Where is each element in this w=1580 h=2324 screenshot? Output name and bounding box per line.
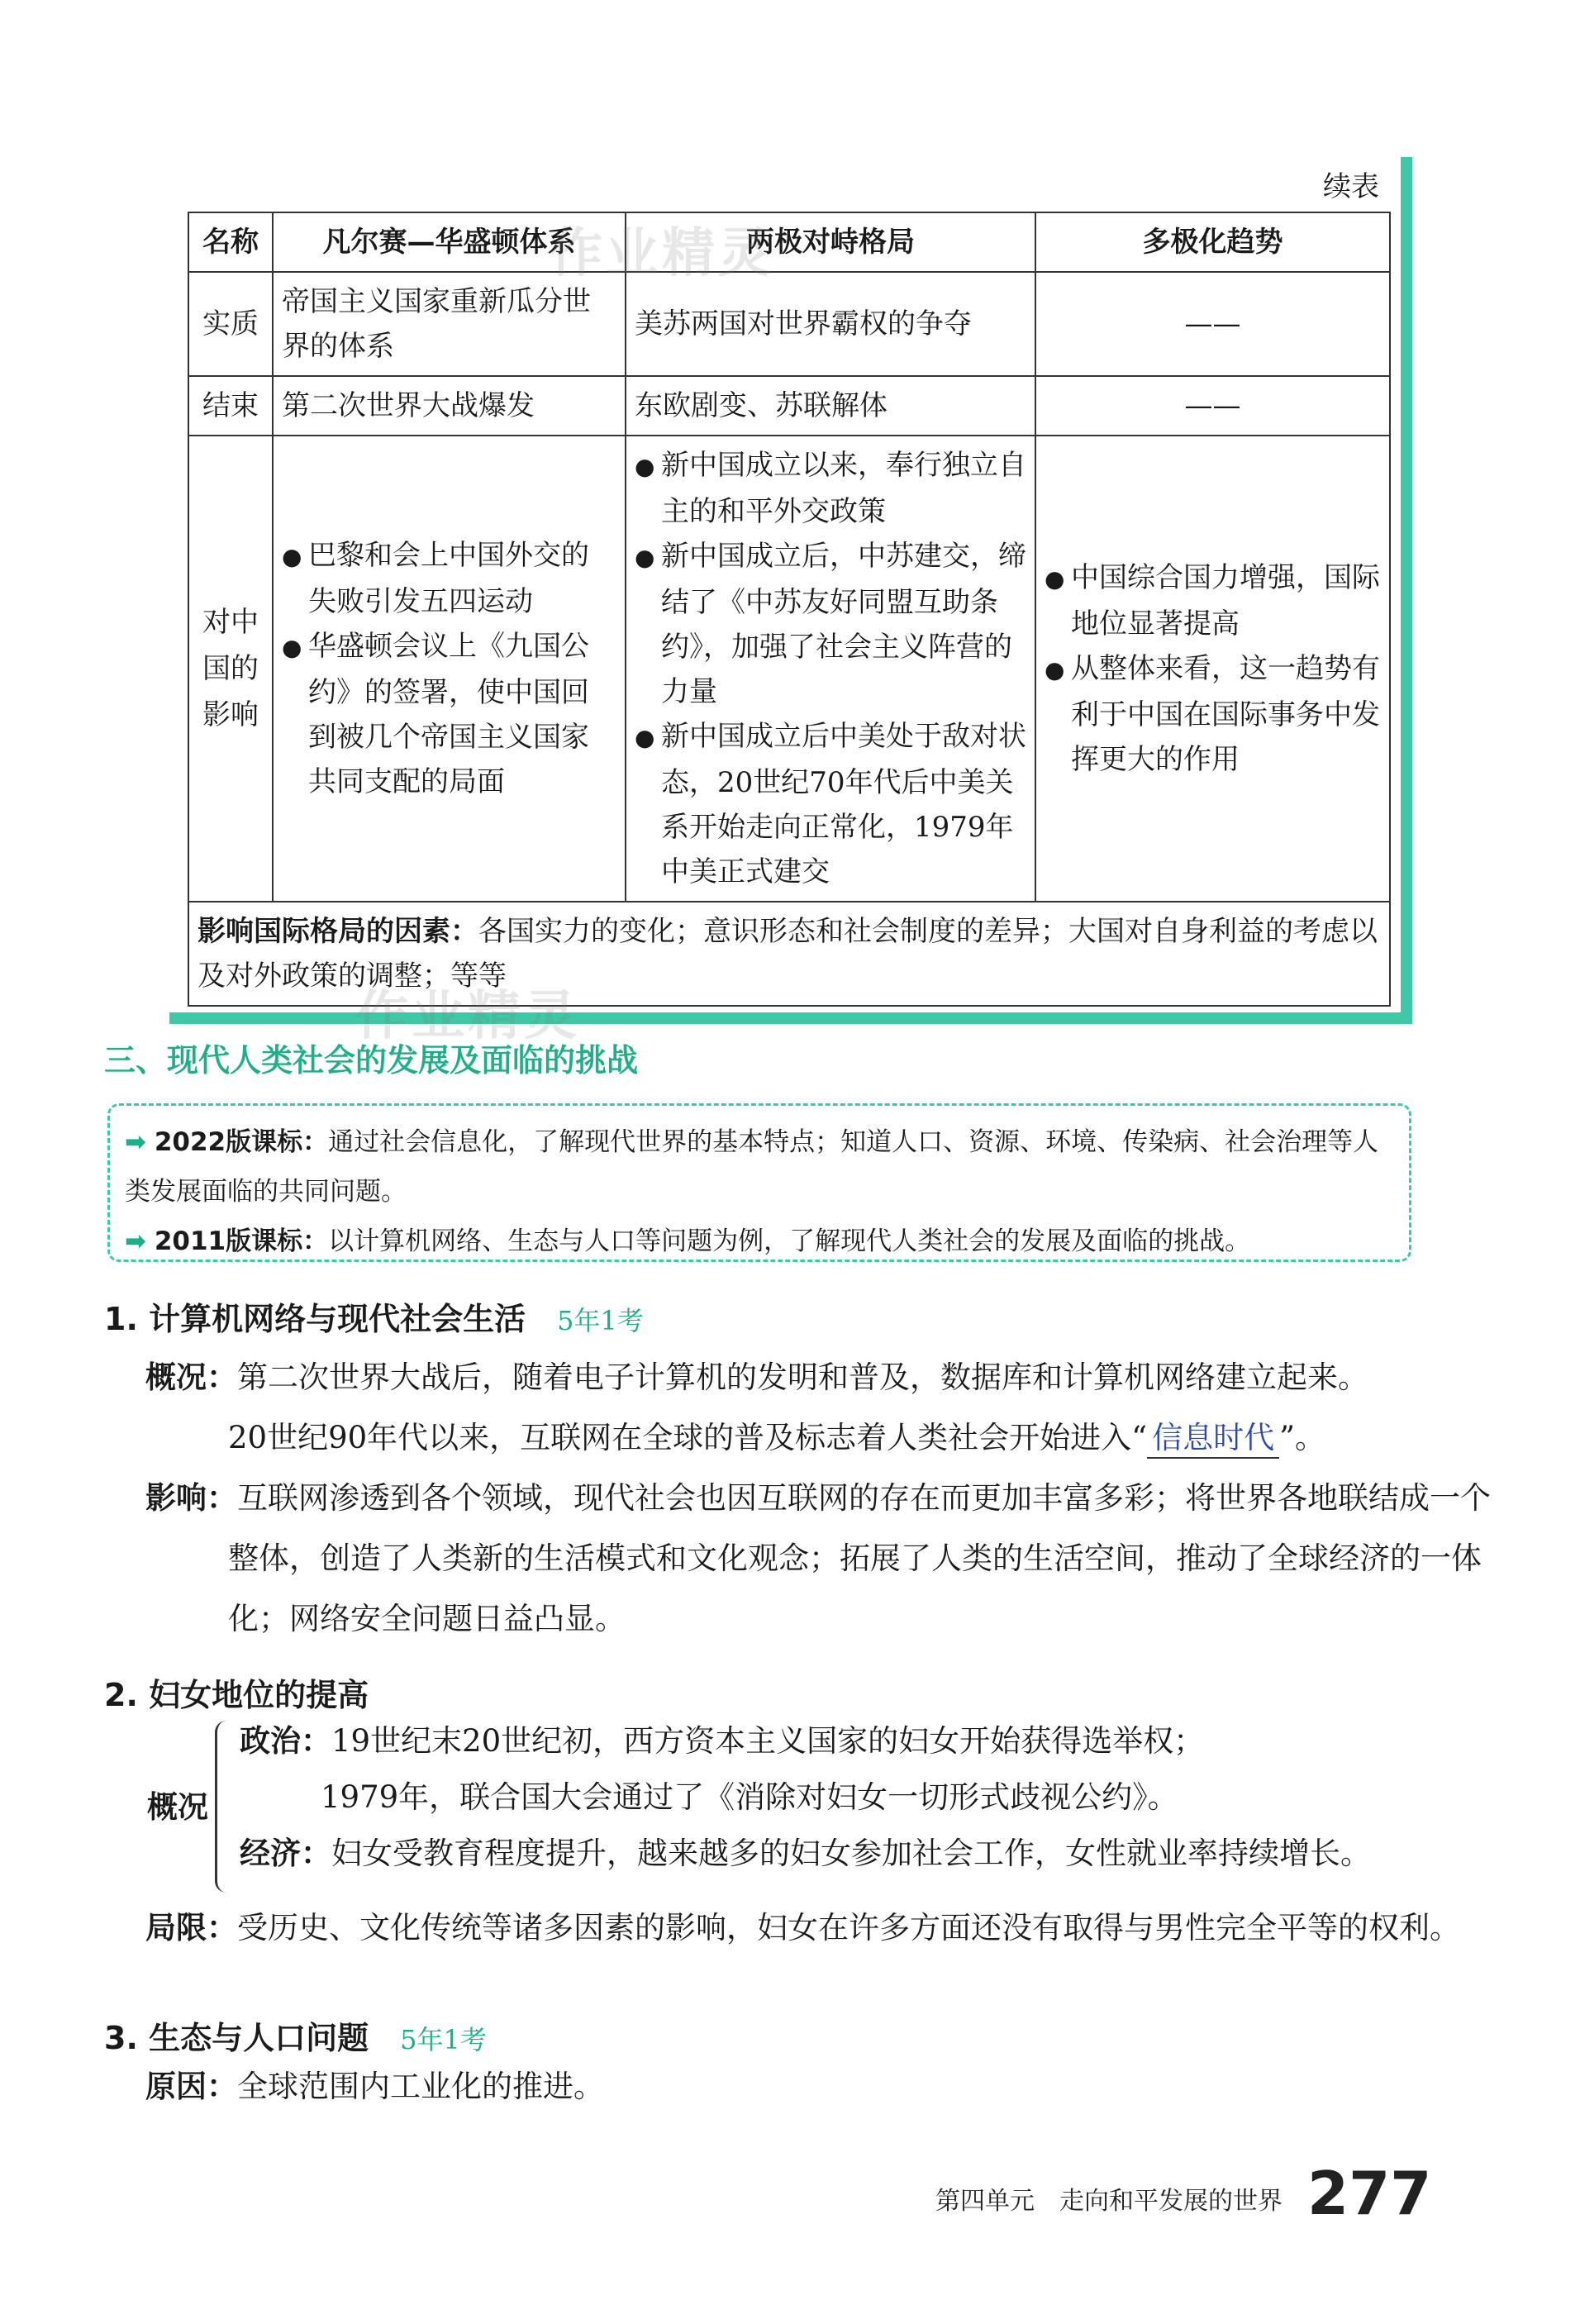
bullet-item: ● 新中国成立以来，奉行独立自主的和平外交政策 xyxy=(635,443,1026,534)
table-header-row xyxy=(188,212,1390,272)
continued-label: 续表 xyxy=(1323,170,1379,203)
cell-bipolar-end: 东欧剧变、苏联解体 xyxy=(626,376,1035,436)
page-number: 277 xyxy=(1307,2159,1432,2228)
table-row-impact xyxy=(188,436,1390,902)
cell-versailles-impact xyxy=(273,436,626,902)
impact-text: 互联网渗透到各个领域，现代社会也因互联网的存在而更加丰富多彩；将世界各地联结成一个整体，创造了人类新的生活模式和文化观念；拓展了人类的生活空间，推动了全球经济的一体化；网络安全问题日益凸显。 xyxy=(228,1480,1491,1636)
item3-title: 3. 生态与人口问题 xyxy=(104,2020,369,2056)
cell-multipolar-essence: —— xyxy=(1035,272,1390,376)
arrow-right-icon: ➡ xyxy=(125,1226,146,1256)
politics-line2: 1979年，联合国大会通过了《消除对妇女一切形式歧视公约》。 xyxy=(321,1779,1178,1815)
section-heading: 三、现代人类社会的发展及面临的挑战 xyxy=(104,1042,639,1079)
item3-cause xyxy=(145,2056,604,2117)
watermark: 作业精灵 xyxy=(355,986,580,1047)
unit-title: 第四单元 走向和平发展的世界 xyxy=(935,2187,1283,2216)
cell-bipolar-impact xyxy=(626,436,1035,902)
item2-limit xyxy=(145,1901,1501,1955)
economy-label: 经济： xyxy=(240,1836,331,1871)
standard-2022-label: 2022版课标： xyxy=(154,1127,329,1157)
exam-frequency-tag: 5年1考 xyxy=(557,1305,644,1336)
standard-2011-text: 以计算机网络、生态与人口等问题为例，了解现代人类社会的发展及面临的挑战。 xyxy=(328,1226,1251,1256)
watermark: 作业精灵 xyxy=(550,223,774,284)
comparison-table-block xyxy=(169,157,1412,1024)
standard-2022-text: 通过社会信息化，了解现代世界的基本特点；知道人口、资源、环境、传染病、社会治理等人类发展面临的共同问题。 xyxy=(125,1127,1379,1207)
bullet-item: ● 巴黎和会上中国外交的失败引发五四运动 xyxy=(282,533,616,624)
overview-line2-pre: 20世纪90年代以来，互联网在全球的普及标志着人类社会开始进入“ xyxy=(228,1420,1148,1455)
bullet-item: ● 新中国成立后中美处于敌对状态，20世纪70年代后中美关系开始走向正常化，1979年中美正式建交 xyxy=(635,714,1026,894)
table-row-end xyxy=(188,376,1390,436)
item1-title: 1. 计算机网络与现代社会生活 xyxy=(104,1301,526,1337)
header-multipolar: 多极化趋势 xyxy=(1035,212,1390,272)
cell-multipolar-end: —— xyxy=(1035,376,1390,436)
item2-overview xyxy=(240,1713,1430,1882)
item2-heading: 2. 妇女地位的提高 xyxy=(104,1677,369,1713)
impact-label: 影响： xyxy=(145,1480,237,1516)
row-label: 实质 xyxy=(188,272,273,376)
item1-overview xyxy=(145,1347,1435,1468)
cell-multipolar-impact xyxy=(1035,436,1390,902)
bullet-item: ● 新中国成立后，中苏建交，缔结了《中苏友好同盟互助条约》，加强了社会主义阵营的力量 xyxy=(635,534,1026,714)
cell-bipolar-essence: 美苏两国对世界霸权的争夺 xyxy=(626,272,1035,376)
bullet-item: ● 从整体来看，这一趋势有利于中国在国际事务中发挥更大的作用 xyxy=(1045,646,1381,782)
overview-label: 概况 xyxy=(147,1789,208,1825)
header-bipolar: 两极对峙格局 xyxy=(626,212,1035,272)
standard-2011 xyxy=(125,1217,1394,1266)
limit-label: 局限： xyxy=(145,1910,237,1945)
cause-text: 全球范围内工业化的推进。 xyxy=(237,2069,604,2104)
factors-label: 影响国际格局的因素： xyxy=(198,915,478,948)
row-label: 结束 xyxy=(188,376,273,436)
overview-label: 概况： xyxy=(145,1360,237,1395)
cause-label: 原因： xyxy=(145,2069,237,2104)
limit-text: 受历史、文化传统等诸多因素的影响，妇女在许多方面还没有取得与男性完全平等的权利。 xyxy=(237,1910,1460,1945)
header-name: 名称 xyxy=(188,212,273,272)
cell-versailles-end: 第二次世界大战爆发 xyxy=(273,376,626,436)
overview-line1: 第二次世界大战后，随着电子计算机的发明和普及，数据库和计算机网络建立起来。 xyxy=(237,1360,1368,1395)
politics-label: 政治： xyxy=(240,1723,331,1759)
bullet-item: ● 中国综合国力增强，国际地位显著提高 xyxy=(1045,555,1381,646)
answer-blank: 信息时代 xyxy=(1147,1419,1279,1459)
standard-2011-label: 2011版课标： xyxy=(154,1226,329,1256)
standard-2022 xyxy=(125,1117,1394,1217)
overview-line2-post: ”。 xyxy=(1279,1420,1325,1455)
exam-frequency-tag: 5年1考 xyxy=(400,2024,487,2055)
item3-heading xyxy=(104,2012,487,2058)
cell-versailles-essence: 帝国主义国家重新瓜分世界的体系 xyxy=(273,272,626,376)
item1-heading xyxy=(104,1293,644,1339)
bullet-item: ● 华盛顿会议上《九国公约》的签署，使中国回到被几个帝国主义国家共同支配的局面 xyxy=(282,624,616,804)
comparison-table xyxy=(188,212,1391,1007)
header-versailles: 凡尔赛—华盛顿体系 xyxy=(273,212,626,272)
row-label: 对中国的影响 xyxy=(188,436,273,902)
politics-line1: 19世纪末20世纪初，西方资本主义国家的妇女开始获得选举权； xyxy=(331,1723,1205,1759)
factors-text: 各国实力的变化；意识形态和社会制度的差异；大国对自身利益的考虑以及对外政策的调整；等等 xyxy=(198,915,1378,993)
item1-impact xyxy=(145,1468,1501,1649)
table-row-essence xyxy=(188,272,1390,376)
brace-divider xyxy=(215,1721,232,1893)
arrow-right-icon: ➡ xyxy=(125,1127,146,1157)
economy-text: 妇女受教育程度提升，越来越多的妇女参加社会工作，女性就业率持续增长。 xyxy=(331,1836,1371,1871)
curriculum-standards-box xyxy=(107,1103,1411,1262)
